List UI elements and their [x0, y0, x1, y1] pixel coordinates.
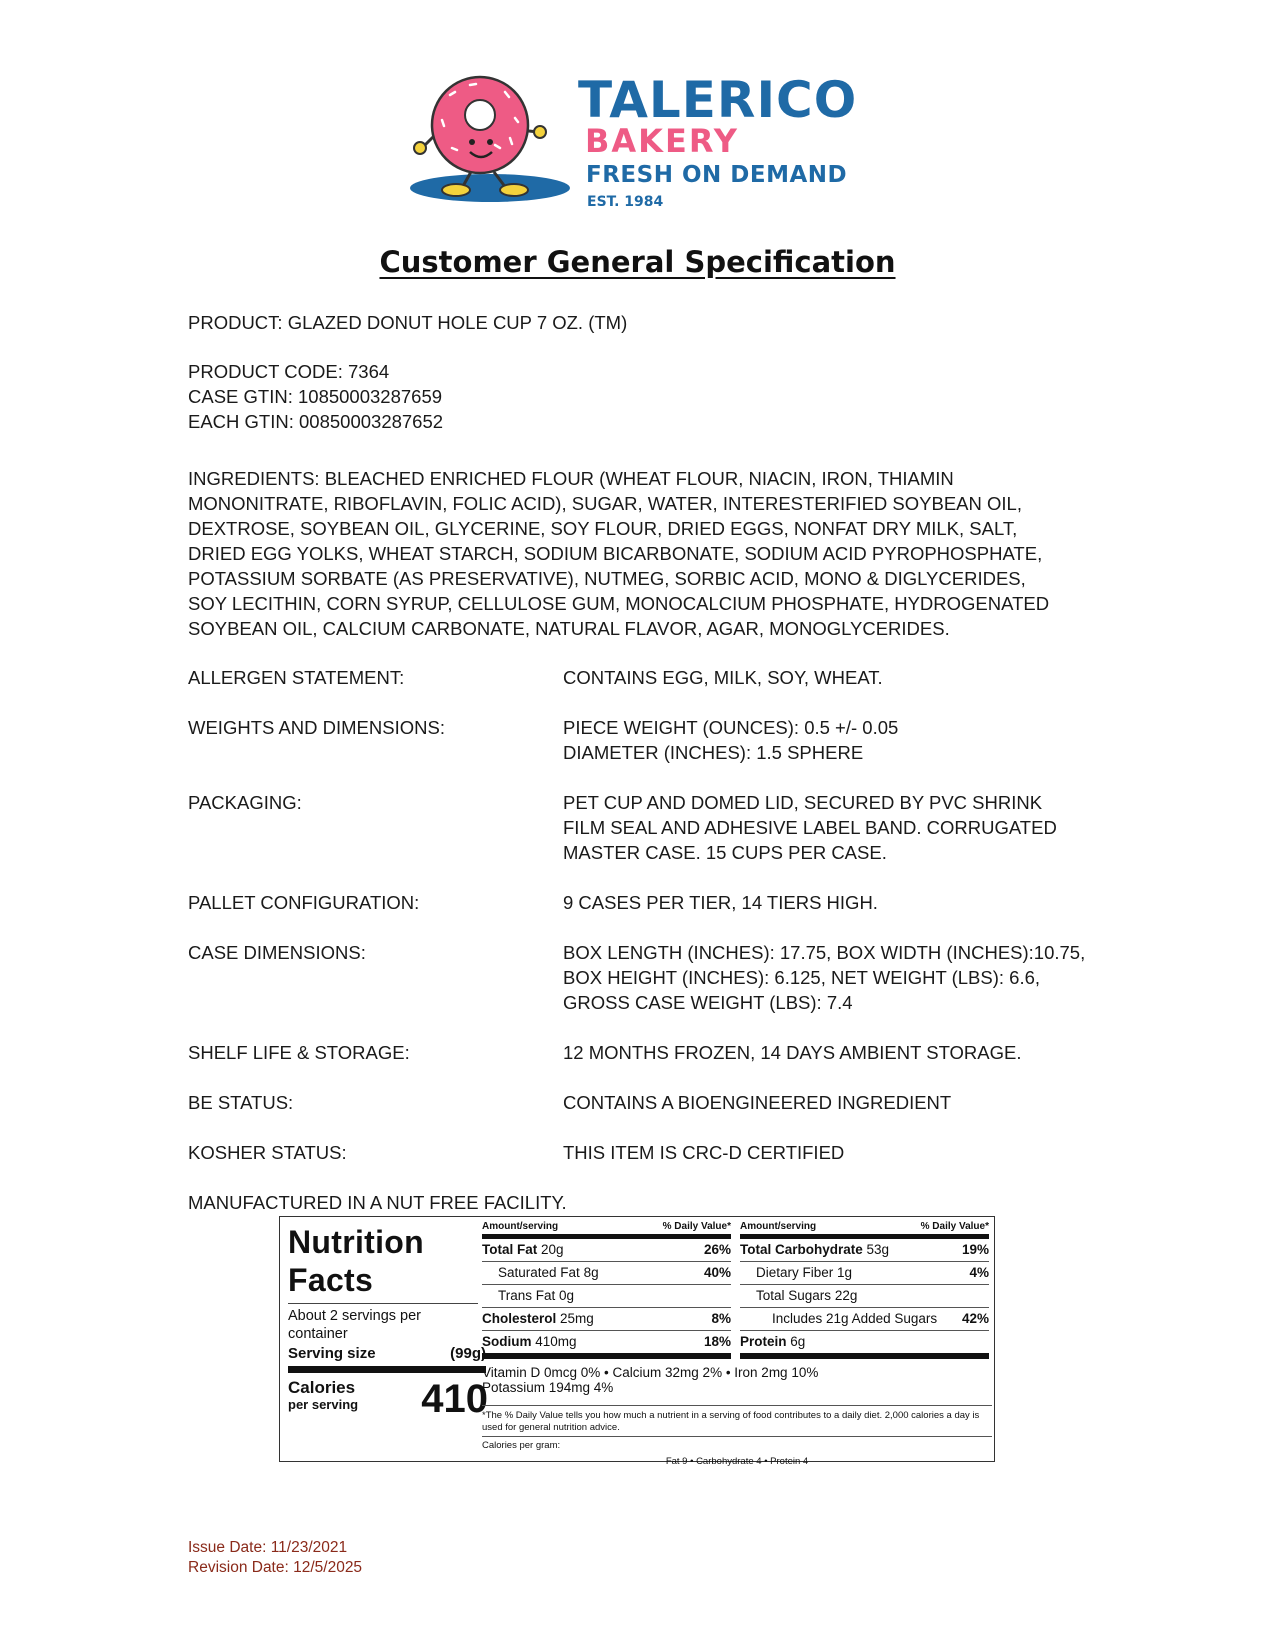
nutrient-label: Cholesterol [482, 1311, 557, 1326]
nutrient-label: Protein [740, 1334, 787, 1349]
nutrient-row [482, 1285, 731, 1308]
nutrient-amount: 53g [866, 1242, 890, 1257]
ingredients-line: SOYBEAN OIL, CALCIUM CARBONATE, NATURAL FLAVOR, AGAR, MONOGLYCERIDES. [188, 618, 950, 639]
ingredients-line: DEXTROSE, SOYBEAN OIL, GLYCERINE, SOY FLOUR, DRIED EGGS, NONFAT DRY MILK, SALT, [188, 518, 1018, 539]
calories-label: Calories [288, 1378, 356, 1397]
case-dimensions-value-line: GROSS CASE WEIGHT (LBS): 7.4 [563, 992, 853, 1013]
nutrient-dv: 42% [961, 1311, 989, 1326]
nutrient-row [482, 1262, 731, 1285]
weights-value [563, 715, 898, 765]
daily-value-header: % Daily Value* [920, 1221, 989, 1232]
nutrient-amount: 6g [790, 1334, 806, 1349]
allergen-value-line: CONTAINS EGG, MILK, SOY, WHEAT. [563, 667, 883, 688]
nutrient-table-left [482, 1221, 731, 1359]
nutrient-amount: 1g [837, 1265, 853, 1280]
revision-date: Revision Date: 12/5/2025 [188, 1559, 363, 1576]
nutrient-label: Trans Fat [498, 1288, 556, 1303]
nutrient-table-right [740, 1221, 989, 1359]
case-gtin: CASE GTIN: 10850003287659 [188, 386, 443, 407]
ingredients-line: POTASSIUM SORBATE (AS PRESERVATIVE), NUTMEG, SORBIC ACID, MONO & DIGLYCERIDES, [188, 568, 1026, 589]
nutrient-dv: 19% [961, 1242, 989, 1257]
case-dimensions-value [563, 940, 1085, 1015]
calories-block [288, 1379, 486, 1423]
ingredients-line: MONONITRATE, RIBOFLAVIN, FOLIC ACID), SUGAR, WATER, INTERESTERIFIED SOYBEAN OIL, [188, 493, 1022, 514]
servings-per-container: About 2 servings per container [288, 1308, 421, 1342]
nutrient-name [740, 1308, 937, 1330]
brand-established: EST. 1984 [587, 194, 664, 210]
weights-value-line: PIECE WEIGHT (OUNCES): 0.5 +/- 0.05 [563, 717, 899, 738]
donut-mascot-icon [410, 70, 580, 210]
serving-size [288, 1345, 486, 1373]
nutrient-label: Includes 21g Added Sugars [772, 1311, 938, 1326]
allergen-value [563, 665, 883, 690]
nutrient-name [740, 1285, 857, 1307]
pallet-label: PALLET CONFIGURATION: [188, 892, 420, 913]
nutrition-summary [288, 1223, 488, 1423]
nutrient-dv: 40% [703, 1265, 731, 1280]
facility-statement: MANUFACTURED IN A NUT FREE FACILITY. [188, 1192, 567, 1213]
nutrient-row [740, 1262, 989, 1285]
vitamins-line: Vitamin D 0mcg 0% • Calcium 32mg 2% • Iron 2mg 10% [482, 1365, 819, 1380]
daily-value-footnote: *The % Daily Value tells you how much a nutrient in a serving of food contributes to a daily diet. 2,000 calories a day is used for general nutrition advice. [482, 1405, 992, 1434]
nutrient-row [482, 1239, 731, 1262]
brand-tagline: FRESH ON DEMAND [586, 162, 848, 188]
serving-size-label: Serving size [288, 1345, 376, 1362]
nutrient-row [740, 1331, 989, 1359]
each-gtin: EACH GTIN: 00850003287652 [188, 411, 444, 432]
ingredients-line: DRIED EGG YOLKS, WHEAT STARCH, SODIUM BICARBONATE, SODIUM ACID PYROPHOSPHATE, [188, 543, 1043, 564]
company-logo [410, 70, 860, 210]
nutrient-name [740, 1239, 889, 1261]
ingredients-block [188, 466, 1088, 641]
ingredients-line: SOY LECITHIN, CORN SYRUP, CELLULOSE GUM, MONOCALCIUM PHOSPHATE, HYDROGENATED [188, 593, 1050, 614]
nutrient-name [482, 1285, 574, 1307]
nutrient-label: Total Fat [482, 1242, 538, 1257]
nutrient-dv: 8% [711, 1311, 731, 1326]
vitamins-minerals [482, 1365, 992, 1395]
ingredients-line: INGREDIENTS: BLEACHED ENRICHED FLOUR (WHEAT FLOUR, NIACIN, IRON, THIAMIN [188, 468, 954, 489]
nutrient-row [482, 1308, 731, 1331]
nutrient-row [482, 1331, 731, 1359]
page-title: Customer General Specification [379, 245, 896, 279]
nutrient-amount: 20g [541, 1242, 564, 1257]
nutrient-amount: 0g [559, 1288, 575, 1303]
calories-per-gram-label: Calories per gram: [482, 1440, 561, 1451]
nutrient-dv: 4% [969, 1265, 989, 1280]
nutrient-label: Total Sugars [756, 1288, 832, 1303]
amount-header: Amount/serving [740, 1221, 817, 1232]
nutrient-label: Total Carbohydrate [740, 1242, 863, 1257]
nutrition-facts-label [279, 1216, 995, 1467]
nutrient-dv: 18% [703, 1334, 731, 1349]
nutrient-label: Sodium [482, 1334, 532, 1349]
nutrient-name [482, 1239, 564, 1261]
amount-header: Amount/serving [482, 1221, 559, 1232]
kosher-status-value [563, 1140, 844, 1165]
serving-size-value: (99g) [450, 1345, 486, 1362]
pallet-value [563, 890, 878, 915]
nutrient-name [482, 1331, 577, 1353]
pallet-value-line: 9 CASES PER TIER, 14 TIERS HIGH. [563, 892, 878, 913]
product-name: PRODUCT: GLAZED DONUT HOLE CUP 7 OZ. (TM) [188, 312, 628, 333]
shelf-life-label: SHELF LIFE & STORAGE: [188, 1042, 410, 1063]
issue-date: Issue Date: 11/23/2021 [188, 1539, 348, 1556]
brand-name: TALERICO [578, 71, 858, 129]
case-dimensions-value-line: BOX HEIGHT (INCHES): 6.125, NET WEIGHT (LBS): 6.6, [563, 967, 1041, 988]
allergen-label: ALLERGEN STATEMENT: [188, 667, 405, 688]
nutrient-amount: 22g [834, 1288, 858, 1303]
nutrient-name [740, 1331, 805, 1353]
nutrient-name [740, 1262, 852, 1284]
nutrient-amount: 8g [583, 1265, 599, 1280]
nutrient-row [740, 1239, 989, 1262]
calories-value: 410 [421, 1377, 488, 1421]
kosher-status-label: KOSHER STATUS: [188, 1142, 347, 1163]
weights-label: WEIGHTS AND DIMENSIONS: [188, 717, 445, 738]
case-dimensions-label: CASE DIMENSIONS: [188, 942, 366, 963]
vitamins-line: Potassium 194mg 4% [482, 1380, 614, 1395]
packaging-value-line: MASTER CASE. 15 CUPS PER CASE. [563, 842, 887, 863]
product-code: PRODUCT CODE: 7364 [188, 361, 390, 382]
nutrient-amount: 410mg [535, 1334, 577, 1349]
case-dimensions-value-line: BOX LENGTH (INCHES): 17.75, BOX WIDTH (INCHES):10.75, [563, 942, 1086, 963]
packaging-value-line: FILM SEAL AND ADHESIVE LABEL BAND. CORRUGATED [563, 817, 1057, 838]
nutrient-name [482, 1262, 599, 1284]
shelf-life-value [563, 1040, 1022, 1065]
nutrient-row [740, 1308, 989, 1331]
divider [288, 1303, 478, 1304]
nutrition-title-2: Facts [288, 1262, 374, 1298]
weights-value-line: DIAMETER (INCHES): 1.5 SPHERE [563, 742, 864, 763]
packaging-value-line: PET CUP AND DOMED LID, SECURED BY PVC SHRINK [563, 792, 1043, 813]
kosher-status-value-line: THIS ITEM IS CRC-D CERTIFIED [563, 1142, 845, 1163]
nutrient-amount: 25mg [560, 1311, 594, 1326]
calories-sublabel: per serving [288, 1397, 359, 1412]
calories-per-gram-factors: Fat 9 • Carbohydrate 4 • Protein 4 [665, 1456, 809, 1467]
be-status-value-line: CONTAINS A BIOENGINEERED INGREDIENT [563, 1092, 952, 1113]
document-dates [188, 1538, 362, 1578]
calories-per-gram [482, 1436, 992, 1468]
packaging-value [563, 790, 1057, 865]
nutrient-row [740, 1285, 989, 1308]
nutrient-dv: 26% [703, 1242, 731, 1257]
shelf-life-value-line: 12 MONTHS FROZEN, 14 DAYS AMBIENT STORAGE. [563, 1042, 1022, 1063]
nutrient-table-header [482, 1221, 731, 1239]
packaging-label: PACKAGING: [188, 792, 302, 813]
be-status-value [563, 1090, 951, 1115]
nutrient-label: Dietary Fiber [756, 1265, 834, 1280]
brand-subtitle: BAKERY [585, 122, 739, 160]
nutrition-title-1: Nutrition [288, 1224, 424, 1260]
nutrient-name [482, 1308, 594, 1330]
nutrient-table-header [740, 1221, 989, 1239]
nutrient-label: Saturated Fat [498, 1265, 580, 1280]
be-status-label: BE STATUS: [188, 1092, 294, 1113]
daily-value-header: % Daily Value* [662, 1221, 731, 1232]
